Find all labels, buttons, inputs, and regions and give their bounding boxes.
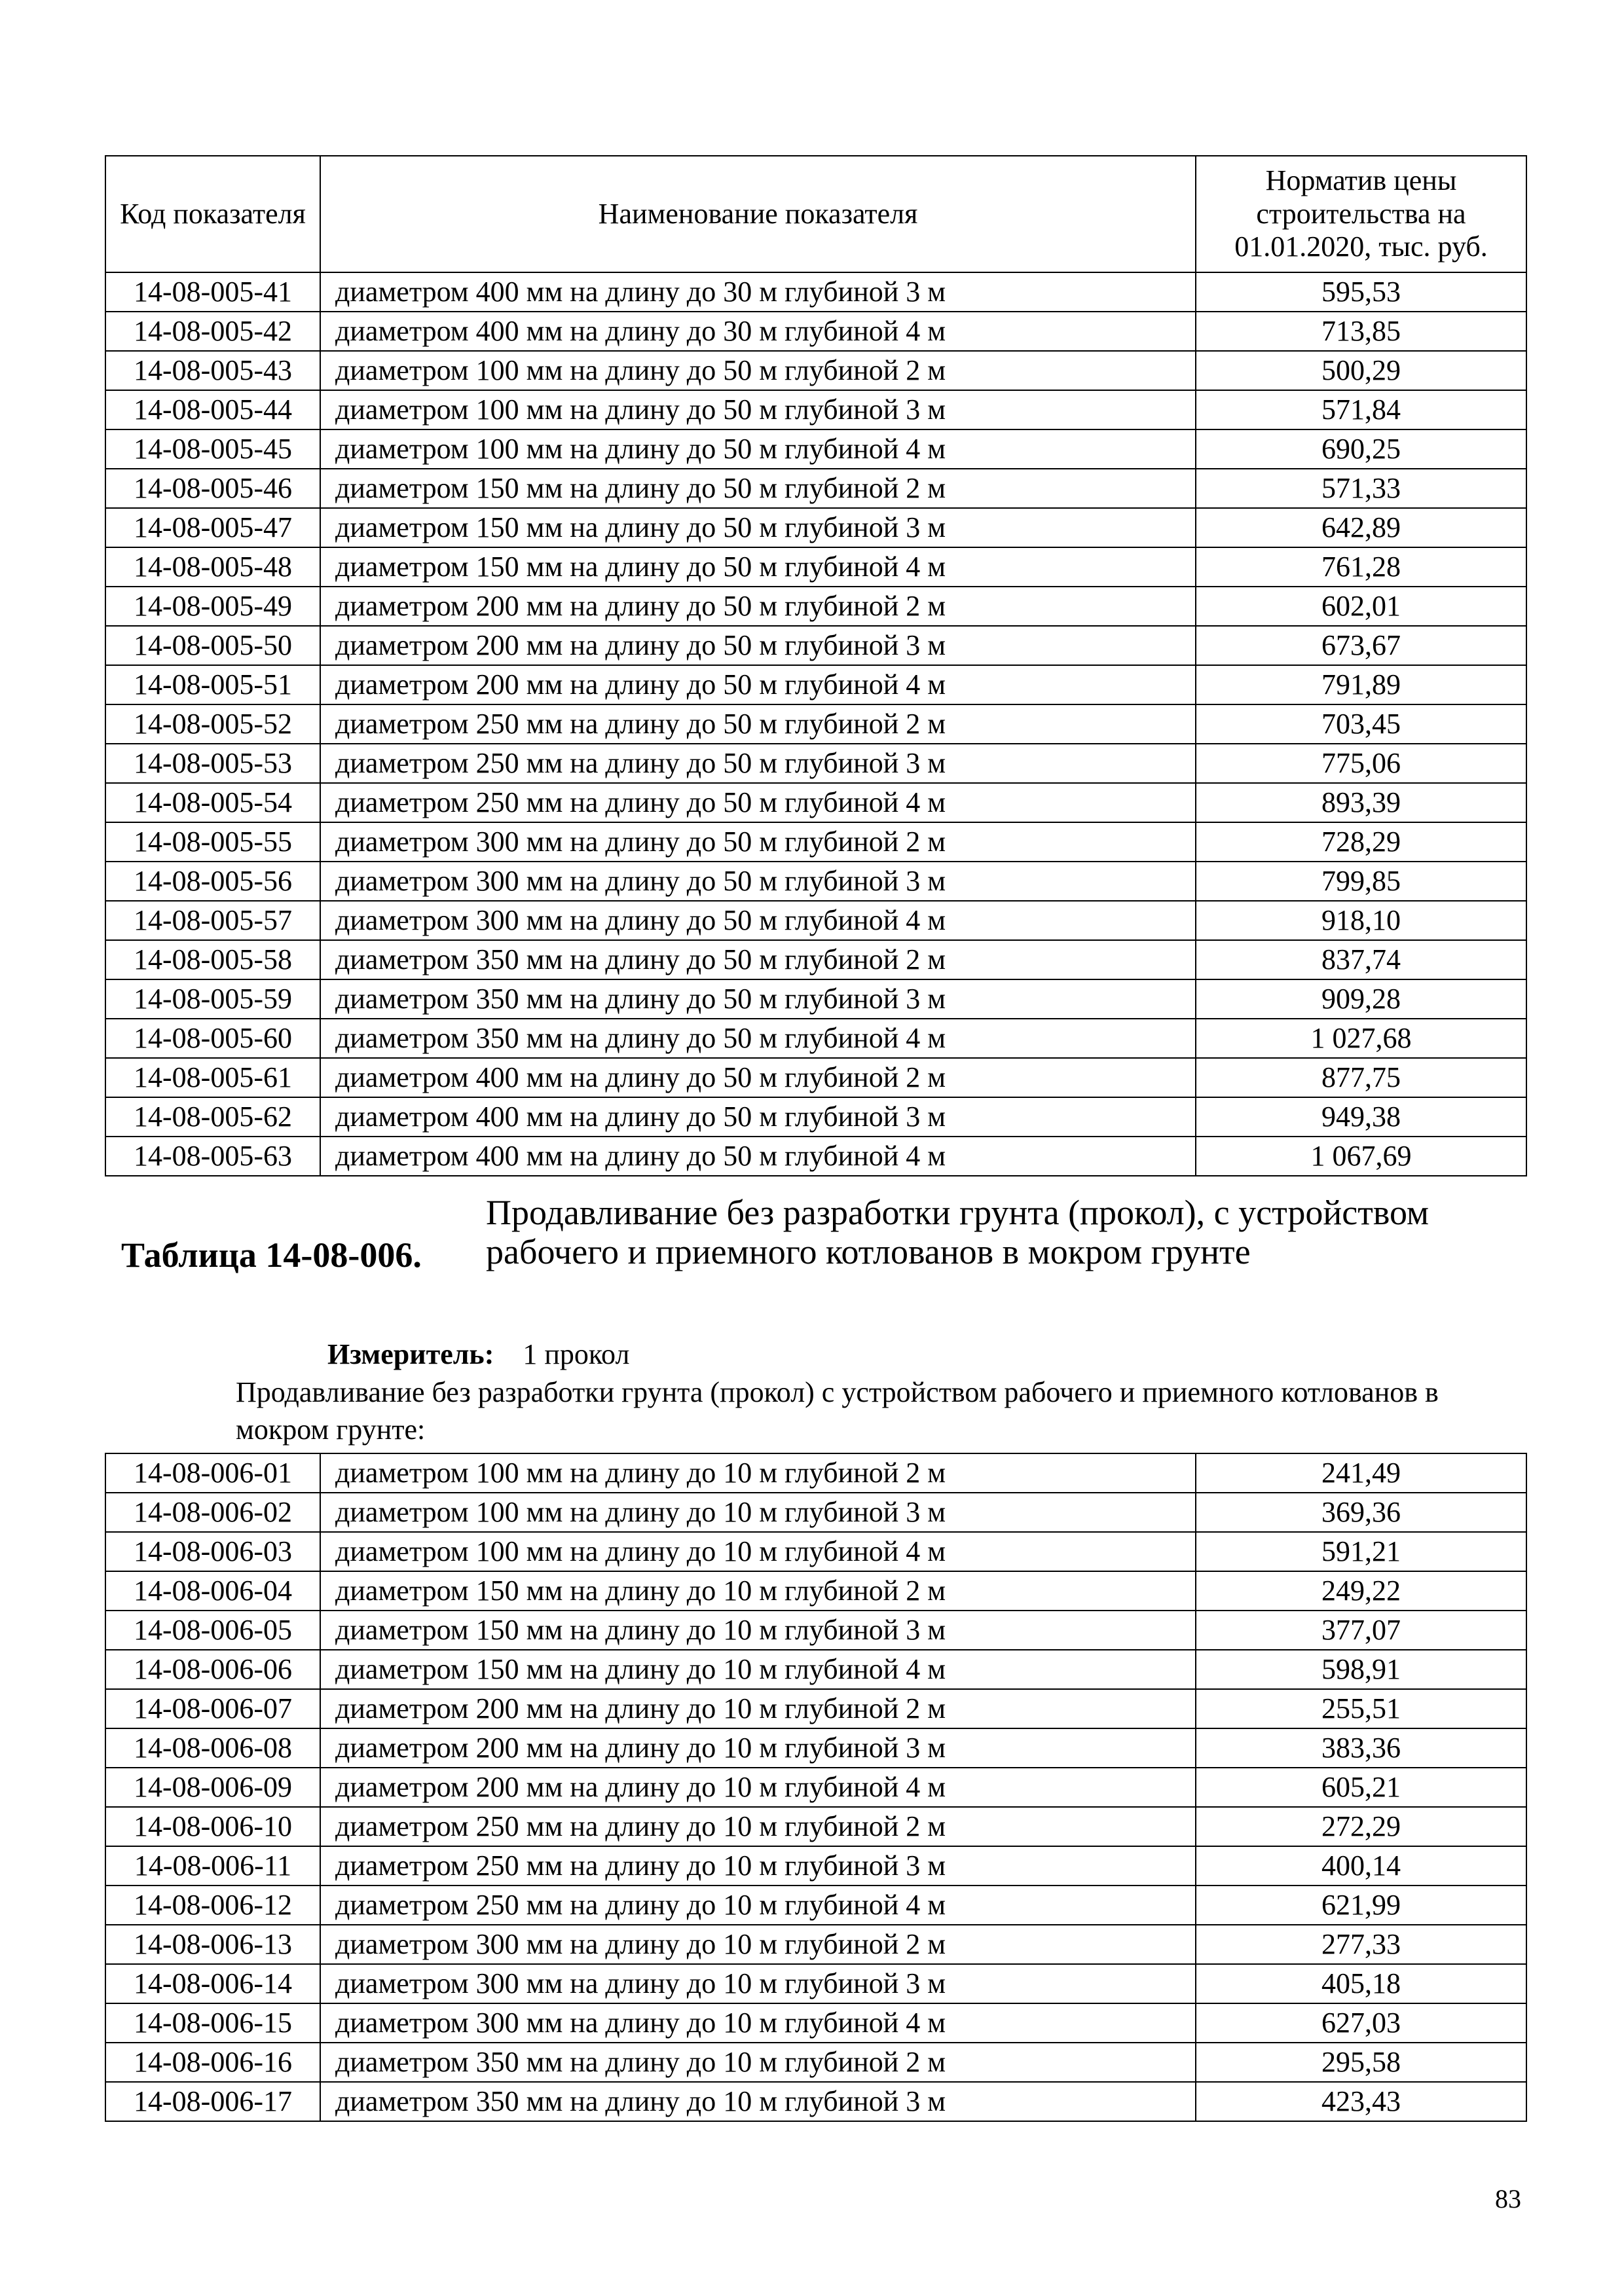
row-price: 591,21 bbox=[1196, 1532, 1526, 1571]
row-name: диаметром 250 мм на длину до 50 м глубиной 3 м bbox=[320, 744, 1196, 783]
row-code: 14-08-005-56 bbox=[105, 862, 320, 901]
row-code: 14-08-006-02 bbox=[105, 1493, 320, 1532]
row-name: диаметром 200 мм на длину до 50 м глубиной 4 м bbox=[320, 665, 1196, 704]
row-price: 571,84 bbox=[1196, 390, 1526, 429]
row-code: 14-08-005-50 bbox=[105, 626, 320, 665]
table-row bbox=[105, 626, 1526, 665]
table-row bbox=[105, 429, 1526, 469]
row-price: 837,74 bbox=[1196, 940, 1526, 979]
row-name: диаметром 300 мм на длину до 10 м глубиной 2 м bbox=[320, 1925, 1196, 1964]
table-row bbox=[105, 822, 1526, 862]
row-code: 14-08-006-07 bbox=[105, 1689, 320, 1728]
row-name: диаметром 200 мм на длину до 50 м глубиной 2 м bbox=[320, 587, 1196, 626]
row-price: 703,45 bbox=[1196, 704, 1526, 744]
row-price: 799,85 bbox=[1196, 862, 1526, 901]
row-name: диаметром 100 мм на длину до 10 м глубиной 4 м bbox=[320, 1532, 1196, 1571]
row-code: 14-08-005-43 bbox=[105, 351, 320, 390]
row-code: 14-08-006-17 bbox=[105, 2082, 320, 2121]
row-price: 277,33 bbox=[1196, 1925, 1526, 1964]
row-price: 621,99 bbox=[1196, 1886, 1526, 1925]
row-name: диаметром 150 мм на длину до 50 м глубиной 3 м bbox=[320, 508, 1196, 547]
table-row bbox=[105, 1571, 1526, 1611]
row-code: 14-08-005-41 bbox=[105, 272, 320, 312]
row-name: диаметром 350 мм на длину до 50 м глубиной 3 м bbox=[320, 979, 1196, 1019]
row-code: 14-08-005-63 bbox=[105, 1137, 320, 1176]
row-price: 369,36 bbox=[1196, 1493, 1526, 1532]
table-row bbox=[105, 704, 1526, 744]
row-price: 893,39 bbox=[1196, 783, 1526, 822]
table-row bbox=[105, 469, 1526, 508]
row-code: 14-08-006-04 bbox=[105, 1571, 320, 1611]
row-code: 14-08-006-16 bbox=[105, 2043, 320, 2082]
table-row bbox=[105, 1846, 1526, 1886]
row-code: 14-08-006-09 bbox=[105, 1768, 320, 1807]
row-code: 14-08-005-62 bbox=[105, 1097, 320, 1137]
row-code: 14-08-006-14 bbox=[105, 1964, 320, 2003]
table-row bbox=[105, 1964, 1526, 2003]
row-code: 14-08-005-60 bbox=[105, 1019, 320, 1058]
table-row bbox=[105, 390, 1526, 429]
table-description: Продавливание без разработки грунта (прокол) с устройством рабочего и приемного котлованов в мокром грунте: bbox=[236, 1376, 1439, 1446]
table-row bbox=[105, 1019, 1526, 1058]
table-row bbox=[105, 1689, 1526, 1728]
row-price: 400,14 bbox=[1196, 1846, 1526, 1886]
table-row bbox=[105, 2082, 1526, 2121]
row-price: 295,58 bbox=[1196, 2043, 1526, 2082]
row-name: диаметром 250 мм на длину до 10 м глубиной 2 м bbox=[320, 1807, 1196, 1846]
row-name: диаметром 350 мм на длину до 50 м глубиной 4 м bbox=[320, 1019, 1196, 1058]
row-name: диаметром 150 мм на длину до 10 м глубиной 4 м bbox=[320, 1650, 1196, 1689]
row-price: 249,22 bbox=[1196, 1571, 1526, 1611]
row-price: 642,89 bbox=[1196, 508, 1526, 547]
row-code: 14-08-006-10 bbox=[105, 1807, 320, 1846]
row-name: диаметром 300 мм на длину до 50 м глубиной 4 м bbox=[320, 901, 1196, 940]
row-code: 14-08-005-55 bbox=[105, 822, 320, 862]
table-row bbox=[105, 312, 1526, 351]
row-name: диаметром 200 мм на длину до 10 м глубиной 4 м bbox=[320, 1768, 1196, 1807]
row-price: 909,28 bbox=[1196, 979, 1526, 1019]
row-name: диаметром 250 мм на длину до 50 м глубиной 2 м bbox=[320, 704, 1196, 744]
table-header bbox=[105, 156, 1526, 272]
table-row bbox=[105, 744, 1526, 783]
table-row bbox=[105, 351, 1526, 390]
table-row bbox=[105, 940, 1526, 979]
row-name: диаметром 300 мм на длину до 10 м глубиной 3 м bbox=[320, 1964, 1196, 2003]
row-name: диаметром 250 мм на длину до 10 м глубиной 3 м bbox=[320, 1846, 1196, 1886]
table-row bbox=[105, 1925, 1526, 1964]
row-price: 728,29 bbox=[1196, 822, 1526, 862]
row-price: 1 067,69 bbox=[1196, 1137, 1526, 1176]
row-name: диаметром 250 мм на длину до 50 м глубиной 4 м bbox=[320, 783, 1196, 822]
row-code: 14-08-006-15 bbox=[105, 2003, 320, 2043]
row-name: диаметром 200 мм на длину до 50 м глубиной 3 м bbox=[320, 626, 1196, 665]
meter-label: Измеритель: bbox=[327, 1338, 494, 1370]
row-name: диаметром 200 мм на длину до 10 м глубиной 3 м bbox=[320, 1728, 1196, 1768]
row-price: 377,07 bbox=[1196, 1611, 1526, 1650]
table-row bbox=[105, 1807, 1526, 1846]
row-price: 713,85 bbox=[1196, 312, 1526, 351]
table-row bbox=[105, 1768, 1526, 1807]
table-row bbox=[105, 1611, 1526, 1650]
row-code: 14-08-005-57 bbox=[105, 901, 320, 940]
row-price: 673,67 bbox=[1196, 626, 1526, 665]
row-price: 272,29 bbox=[1196, 1807, 1526, 1846]
row-code: 14-08-005-48 bbox=[105, 547, 320, 587]
table-row bbox=[105, 547, 1526, 587]
table-body bbox=[105, 1453, 1526, 2121]
row-price: 690,25 bbox=[1196, 429, 1526, 469]
price-table-14-08-005 bbox=[105, 155, 1527, 1176]
row-name: диаметром 100 мм на длину до 50 м глубиной 3 м bbox=[320, 390, 1196, 429]
row-name: диаметром 100 мм на длину до 10 м глубиной 3 м bbox=[320, 1493, 1196, 1532]
row-price: 571,33 bbox=[1196, 469, 1526, 508]
row-price: 1 027,68 bbox=[1196, 1019, 1526, 1058]
row-price: 605,21 bbox=[1196, 1768, 1526, 1807]
row-name: диаметром 400 мм на длину до 50 м глубиной 3 м bbox=[320, 1097, 1196, 1137]
table-row bbox=[105, 862, 1526, 901]
table-row bbox=[105, 665, 1526, 704]
header-code: Код показателя bbox=[105, 156, 320, 272]
table-row bbox=[105, 783, 1526, 822]
table-row bbox=[105, 1058, 1526, 1097]
table-row bbox=[105, 1493, 1526, 1532]
row-name: диаметром 200 мм на длину до 10 м глубиной 2 м bbox=[320, 1689, 1196, 1728]
table-body bbox=[105, 272, 1526, 1176]
row-price: 791,89 bbox=[1196, 665, 1526, 704]
row-code: 14-08-005-59 bbox=[105, 979, 320, 1019]
table-row bbox=[105, 1137, 1526, 1176]
row-code: 14-08-006-08 bbox=[105, 1728, 320, 1768]
meter-line bbox=[327, 1338, 629, 1371]
row-code: 14-08-005-53 bbox=[105, 744, 320, 783]
row-code: 14-08-005-45 bbox=[105, 429, 320, 469]
header-name: Наименование показателя bbox=[320, 156, 1196, 272]
page-number: 83 bbox=[1495, 2184, 1521, 2214]
row-name: диаметром 150 мм на длину до 50 м глубиной 4 м bbox=[320, 547, 1196, 587]
table-row bbox=[105, 587, 1526, 626]
row-code: 14-08-005-51 bbox=[105, 665, 320, 704]
row-price: 627,03 bbox=[1196, 2003, 1526, 2043]
table-row bbox=[105, 1532, 1526, 1571]
row-name: диаметром 400 мм на длину до 50 м глубиной 2 м bbox=[320, 1058, 1196, 1097]
row-price: 405,18 bbox=[1196, 1964, 1526, 2003]
table-row bbox=[105, 2003, 1526, 2043]
row-price: 949,38 bbox=[1196, 1097, 1526, 1137]
row-name: диаметром 250 мм на длину до 10 м глубиной 4 м bbox=[320, 1886, 1196, 1925]
row-name: диаметром 150 мм на длину до 50 м глубиной 2 м bbox=[320, 469, 1196, 508]
header-price: Норматив цены строительства на 01.01.2020, тыс. руб. bbox=[1196, 156, 1526, 272]
row-code: 14-08-005-49 bbox=[105, 587, 320, 626]
row-price: 423,43 bbox=[1196, 2082, 1526, 2121]
row-price: 500,29 bbox=[1196, 351, 1526, 390]
table-row bbox=[105, 1453, 1526, 1493]
row-name: диаметром 400 мм на длину до 30 м глубиной 4 м bbox=[320, 312, 1196, 351]
table-row bbox=[105, 1728, 1526, 1768]
table-row bbox=[105, 901, 1526, 940]
row-name: диаметром 150 мм на длину до 10 м глубиной 2 м bbox=[320, 1571, 1196, 1611]
row-name: диаметром 150 мм на длину до 10 м глубиной 3 м bbox=[320, 1611, 1196, 1650]
row-code: 14-08-006-01 bbox=[105, 1453, 320, 1493]
row-price: 602,01 bbox=[1196, 587, 1526, 626]
row-price: 761,28 bbox=[1196, 547, 1526, 587]
row-name: диаметром 400 мм на длину до 50 м глубиной 4 м bbox=[320, 1137, 1196, 1176]
row-code: 14-08-005-47 bbox=[105, 508, 320, 547]
row-price: 775,06 bbox=[1196, 744, 1526, 783]
row-name: диаметром 300 мм на длину до 10 м глубиной 4 м bbox=[320, 2003, 1196, 2043]
row-price: 877,75 bbox=[1196, 1058, 1526, 1097]
row-name: диаметром 350 мм на длину до 10 м глубиной 2 м bbox=[320, 2043, 1196, 2082]
row-code: 14-08-005-61 bbox=[105, 1058, 320, 1097]
row-name: диаметром 300 мм на длину до 50 м глубиной 3 м bbox=[320, 862, 1196, 901]
row-name: диаметром 350 мм на длину до 10 м глубиной 3 м bbox=[320, 2082, 1196, 2121]
row-code: 14-08-006-03 bbox=[105, 1532, 320, 1571]
table-row bbox=[105, 272, 1526, 312]
row-price: 598,91 bbox=[1196, 1650, 1526, 1689]
row-code: 14-08-006-05 bbox=[105, 1611, 320, 1650]
row-code: 14-08-005-42 bbox=[105, 312, 320, 351]
row-price: 241,49 bbox=[1196, 1453, 1526, 1493]
table-row bbox=[105, 1650, 1526, 1689]
row-name: диаметром 300 мм на длину до 50 м глубиной 2 м bbox=[320, 822, 1196, 862]
table-label: Таблица 14-08-006. bbox=[121, 1235, 422, 1275]
price-table-14-08-006 bbox=[105, 1453, 1527, 2122]
row-name: диаметром 100 мм на длину до 50 м глубиной 2 м bbox=[320, 351, 1196, 390]
table-title: Продавливание без разработки грунта (прокол), с устройством рабочего и приемного котлованов в мокром грунте bbox=[486, 1193, 1430, 1272]
row-price: 383,36 bbox=[1196, 1728, 1526, 1768]
table-row bbox=[105, 1097, 1526, 1137]
row-code: 14-08-005-54 bbox=[105, 783, 320, 822]
row-name: диаметром 400 мм на длину до 30 м глубиной 3 м bbox=[320, 272, 1196, 312]
row-name: диаметром 100 мм на длину до 50 м глубиной 4 м bbox=[320, 429, 1196, 469]
row-code: 14-08-005-52 bbox=[105, 704, 320, 744]
table-row bbox=[105, 979, 1526, 1019]
row-name: диаметром 100 мм на длину до 10 м глубиной 2 м bbox=[320, 1453, 1196, 1493]
table-row bbox=[105, 508, 1526, 547]
table-row bbox=[105, 1886, 1526, 1925]
row-price: 255,51 bbox=[1196, 1689, 1526, 1728]
row-code: 14-08-006-06 bbox=[105, 1650, 320, 1689]
row-name: диаметром 350 мм на длину до 50 м глубиной 2 м bbox=[320, 940, 1196, 979]
row-price: 918,10 bbox=[1196, 901, 1526, 940]
row-code: 14-08-006-12 bbox=[105, 1886, 320, 1925]
table-row bbox=[105, 2043, 1526, 2082]
row-code: 14-08-006-11 bbox=[105, 1846, 320, 1886]
row-price: 595,53 bbox=[1196, 272, 1526, 312]
meter-value: 1 прокол bbox=[523, 1338, 630, 1370]
row-code: 14-08-005-46 bbox=[105, 469, 320, 508]
row-code: 14-08-006-13 bbox=[105, 1925, 320, 1964]
row-code: 14-08-005-58 bbox=[105, 940, 320, 979]
row-code: 14-08-005-44 bbox=[105, 390, 320, 429]
